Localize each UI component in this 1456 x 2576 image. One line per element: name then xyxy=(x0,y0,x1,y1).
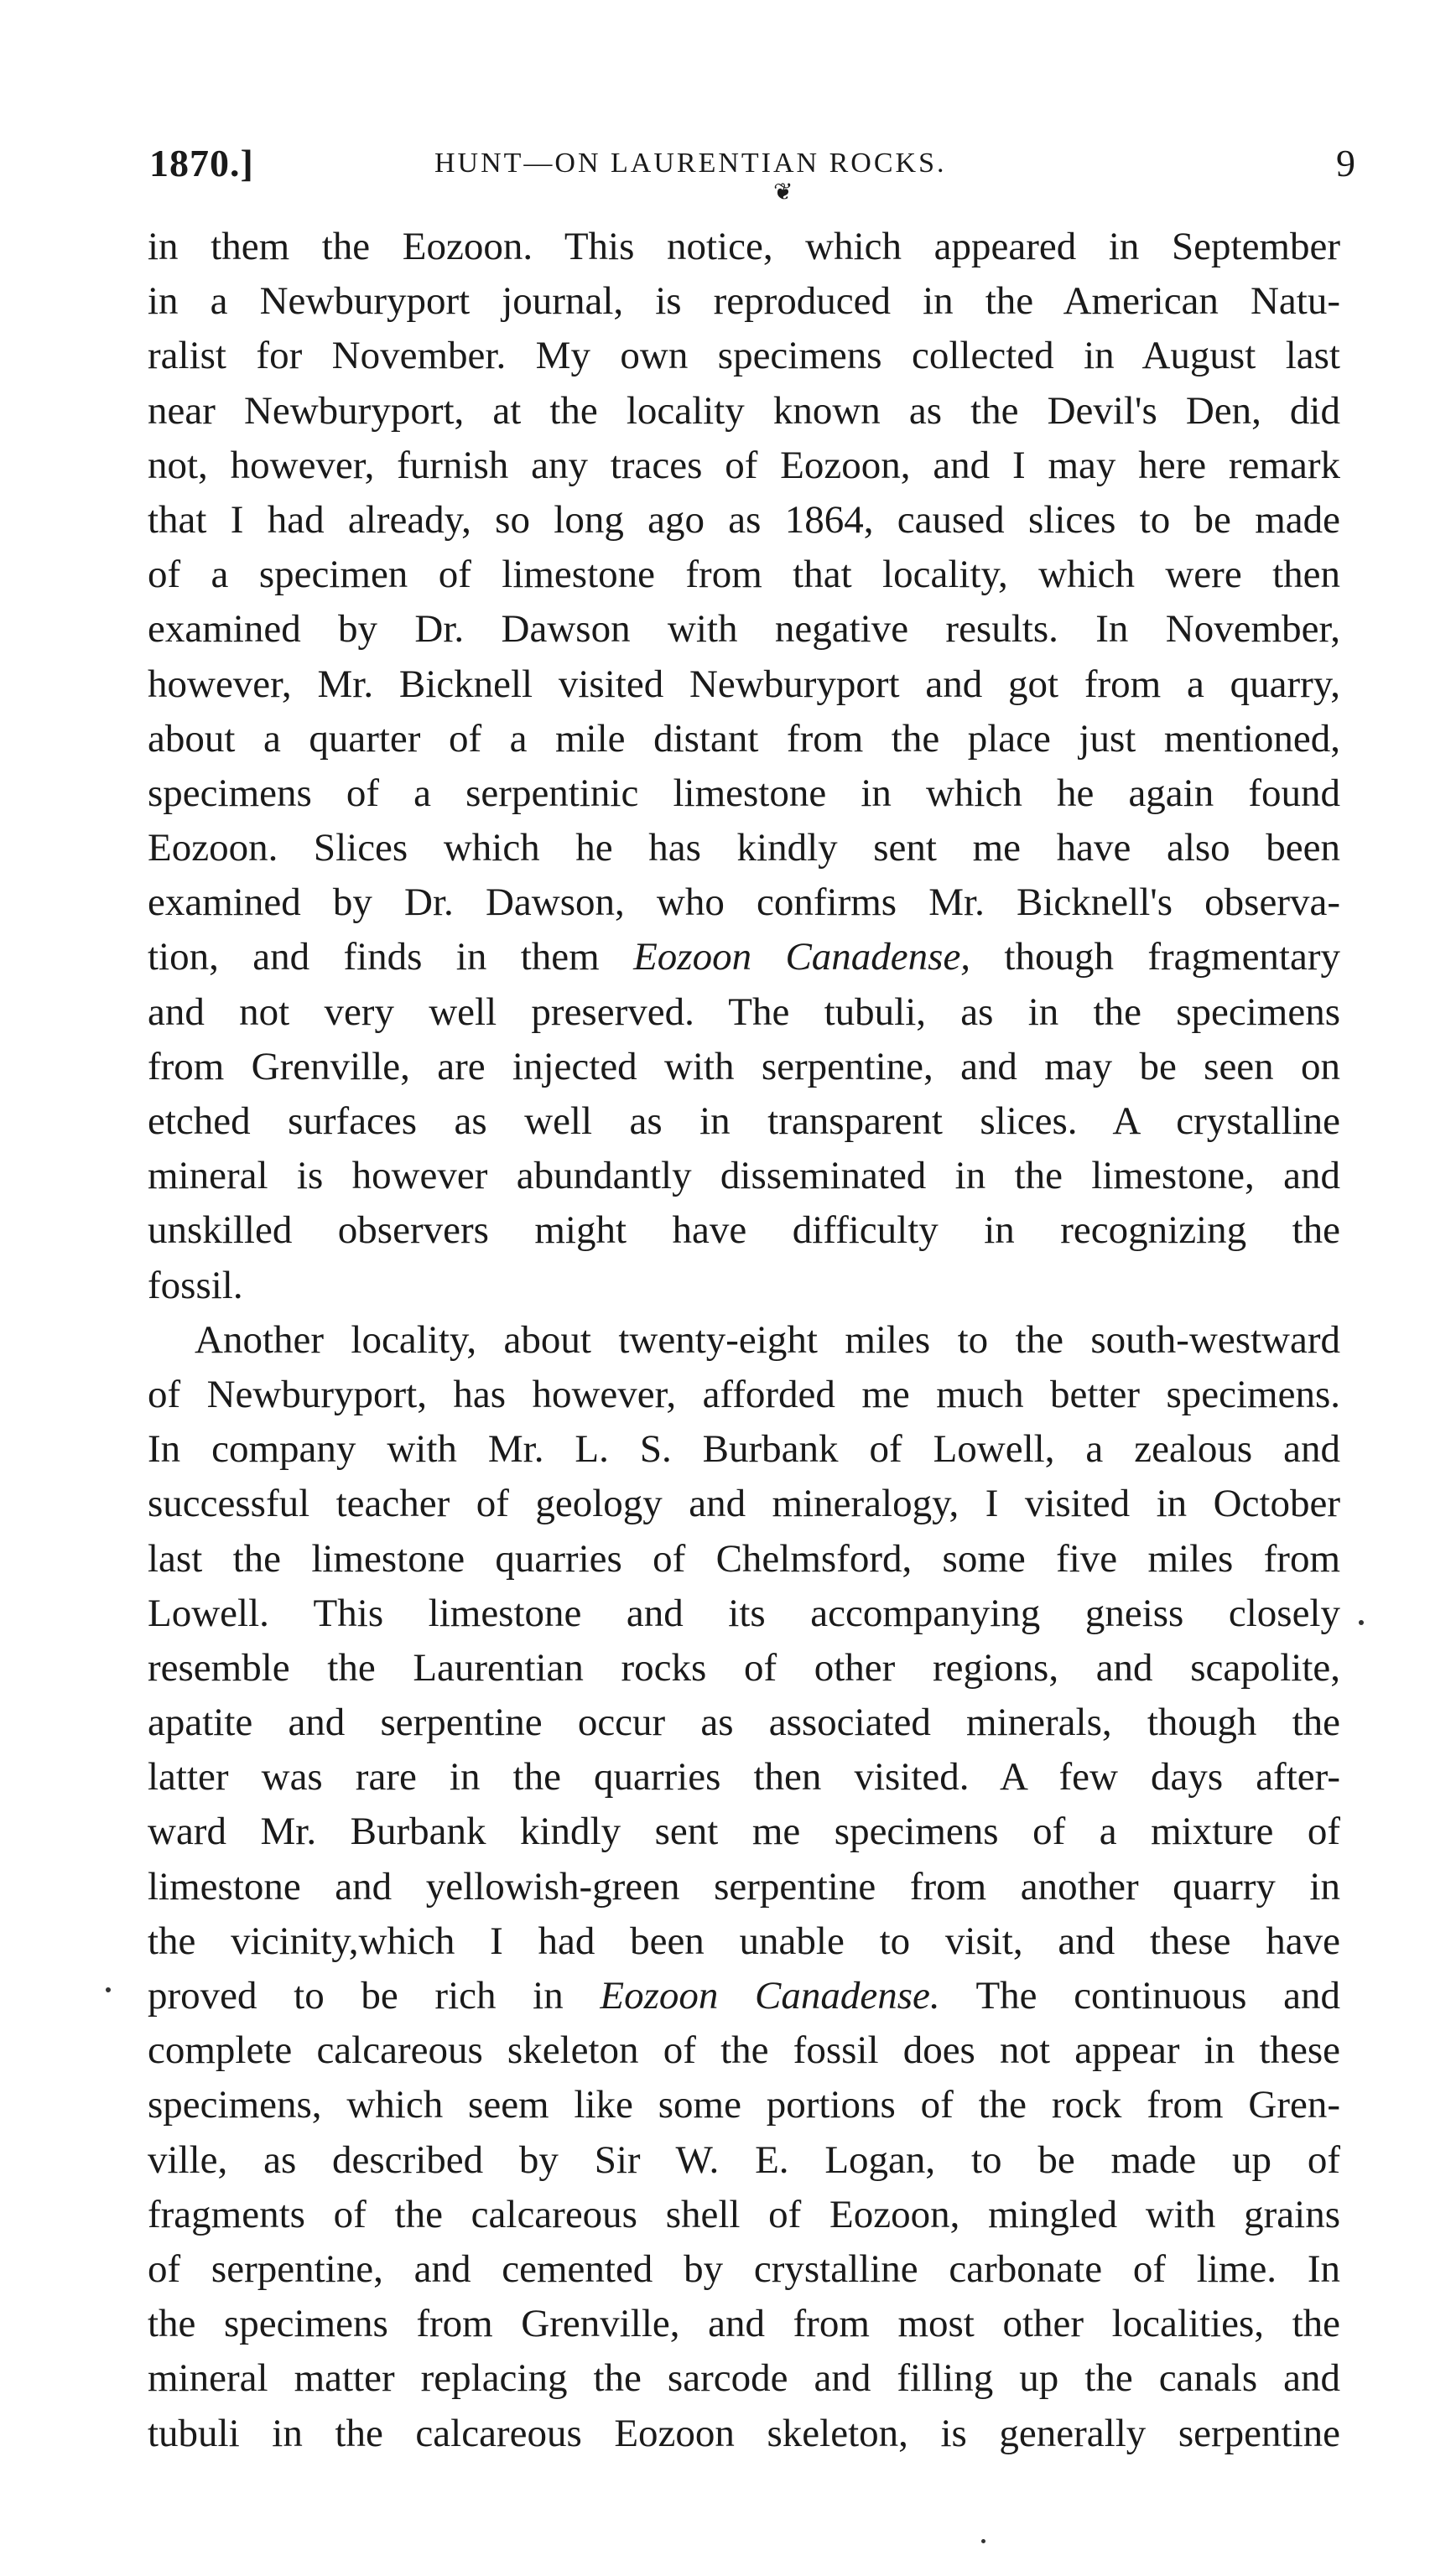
text-line: of a specimen of limestone from that locality, which were then xyxy=(148,553,1340,597)
text-line: and not very well preserved. The tubuli, as in the specimens xyxy=(148,989,1340,1034)
text-run: proved to be rich in xyxy=(148,1974,601,2018)
text-line: in a Newburyport journal, is reproduced in the American Natu- xyxy=(148,279,1340,324)
text-line: successful teacher of geology and mineralogy, I visited in October xyxy=(148,1482,1340,1526)
body-text xyxy=(148,220,1340,2461)
text-line: that I had already, so long ago as 1864, caused slices to be made xyxy=(148,497,1340,542)
text-line: of serpentine, and cemented by crystalline carbonate of lime. In xyxy=(148,2246,1340,2291)
page-number: 9 xyxy=(1336,142,1355,184)
text-line: however, Mr. Bicknell visited Newburyport and got from a quarry, xyxy=(148,662,1340,706)
text-line: the specimens from Grenville, and from most other localities, the xyxy=(148,2302,1340,2346)
text-line-with-italic xyxy=(148,930,1340,984)
text-line: Eozoon. Slices which he has kindly sent me have also been xyxy=(148,826,1340,870)
species-name-italic: Eozoon Canadense. xyxy=(600,1974,940,2018)
text-line: specimens, which seem like some portions of the rock from Gren- xyxy=(148,2083,1340,2127)
text-line: Lowell. This limestone and its accompanying gneiss closely xyxy=(148,1591,1340,1635)
running-title: HUNT—ON LAURENTIAN ROCKS. xyxy=(434,148,947,179)
text-line: last the limestone quarries of Chelmsford, some five miles from xyxy=(148,1536,1340,1581)
text-line: Another locality, about twenty-eight miles to the south-westward xyxy=(195,1317,1340,1362)
print-speck xyxy=(1359,1620,1364,1625)
text-line: of Newburyport, has however, afforded me much better specimens. xyxy=(148,1372,1340,1416)
text-run: The continuous and xyxy=(939,1974,1340,2018)
text-line: apatite and serpentine occur as associated minerals, though the xyxy=(148,1701,1340,1745)
text-line-with-italic xyxy=(148,1969,1340,2023)
text-line: tubuli in the calcareous Eozoon skeleton, is generally serpentine xyxy=(148,2411,1340,2455)
text-line: mineral matter replacing the sarcode and filling up the canals and xyxy=(148,2356,1340,2401)
header-year: 1870.] xyxy=(149,142,254,184)
header-ornament: ❦ xyxy=(773,179,793,205)
text-run: though fragmentary xyxy=(970,935,1340,979)
text-line: fossil. xyxy=(148,1263,243,1307)
text-line: mineral is however abundantly disseminated in the limestone, and xyxy=(148,1154,1340,1198)
text-line: from Grenville, are injected with serpentine, and may be seen on xyxy=(148,1044,1340,1088)
text-line: etched surfaces as well as in transparent slices. A crystalline xyxy=(148,1099,1340,1143)
paragraph-1 xyxy=(148,220,1340,1313)
text-line: ralist for November. My own specimens collected in August last xyxy=(148,334,1340,378)
text-line: limestone and yellowish-green serpentine from another quarry in xyxy=(148,1864,1340,1909)
text-line: ville, as described by Sir W. E. Logan, to be made up of xyxy=(148,2137,1340,2182)
text-line: ward Mr. Burbank kindly sent me specimens of a mixture of xyxy=(148,1810,1340,1854)
text-line: fragments of the calcareous shell of Eozoon, mingled with grains xyxy=(148,2192,1340,2236)
text-run: tion, and finds in them xyxy=(148,935,634,979)
text-line: about a quarter of a mile distant from the place just mentioned, xyxy=(148,716,1340,761)
print-speck xyxy=(981,2539,985,2543)
text-line: latter was rare in the quarries then visited. A few days after- xyxy=(148,1755,1340,1800)
text-line: unskilled observers might have difficulty in recognizing the xyxy=(148,1208,1340,1253)
text-line: specimens of a serpentinic limestone in which he again found xyxy=(148,771,1340,815)
text-line: the vicinity,which I had been unable to visit, and these have xyxy=(148,1919,1340,1963)
text-line: In company with Mr. L. S. Burbank of Lowell, a zealous and xyxy=(148,1427,1340,1472)
page-header xyxy=(149,141,1374,205)
text-line: in them the Eozoon. This notice, which appeared in September xyxy=(148,225,1340,268)
text-line: near Newburyport, at the locality known as the Devil's Den, did xyxy=(148,388,1340,433)
text-line: examined by Dr. Dawson, who confirms Mr. Bicknell's observa- xyxy=(148,880,1340,925)
paragraph-2 xyxy=(148,1313,1340,2461)
text-line: not, however, furnish any traces of Eozoon, and I may here remark xyxy=(148,443,1340,487)
species-name-italic: Eozoon Canadense, xyxy=(633,935,971,979)
text-line: examined by Dr. Dawson with negative results. In November, xyxy=(148,607,1340,652)
print-speck xyxy=(106,1987,111,1992)
text-line: complete calcareous skeleton of the fossil does not appear in these xyxy=(148,2028,1340,2073)
text-line: resemble the Laurentian rocks of other regions, and scapolite, xyxy=(148,1645,1340,1690)
